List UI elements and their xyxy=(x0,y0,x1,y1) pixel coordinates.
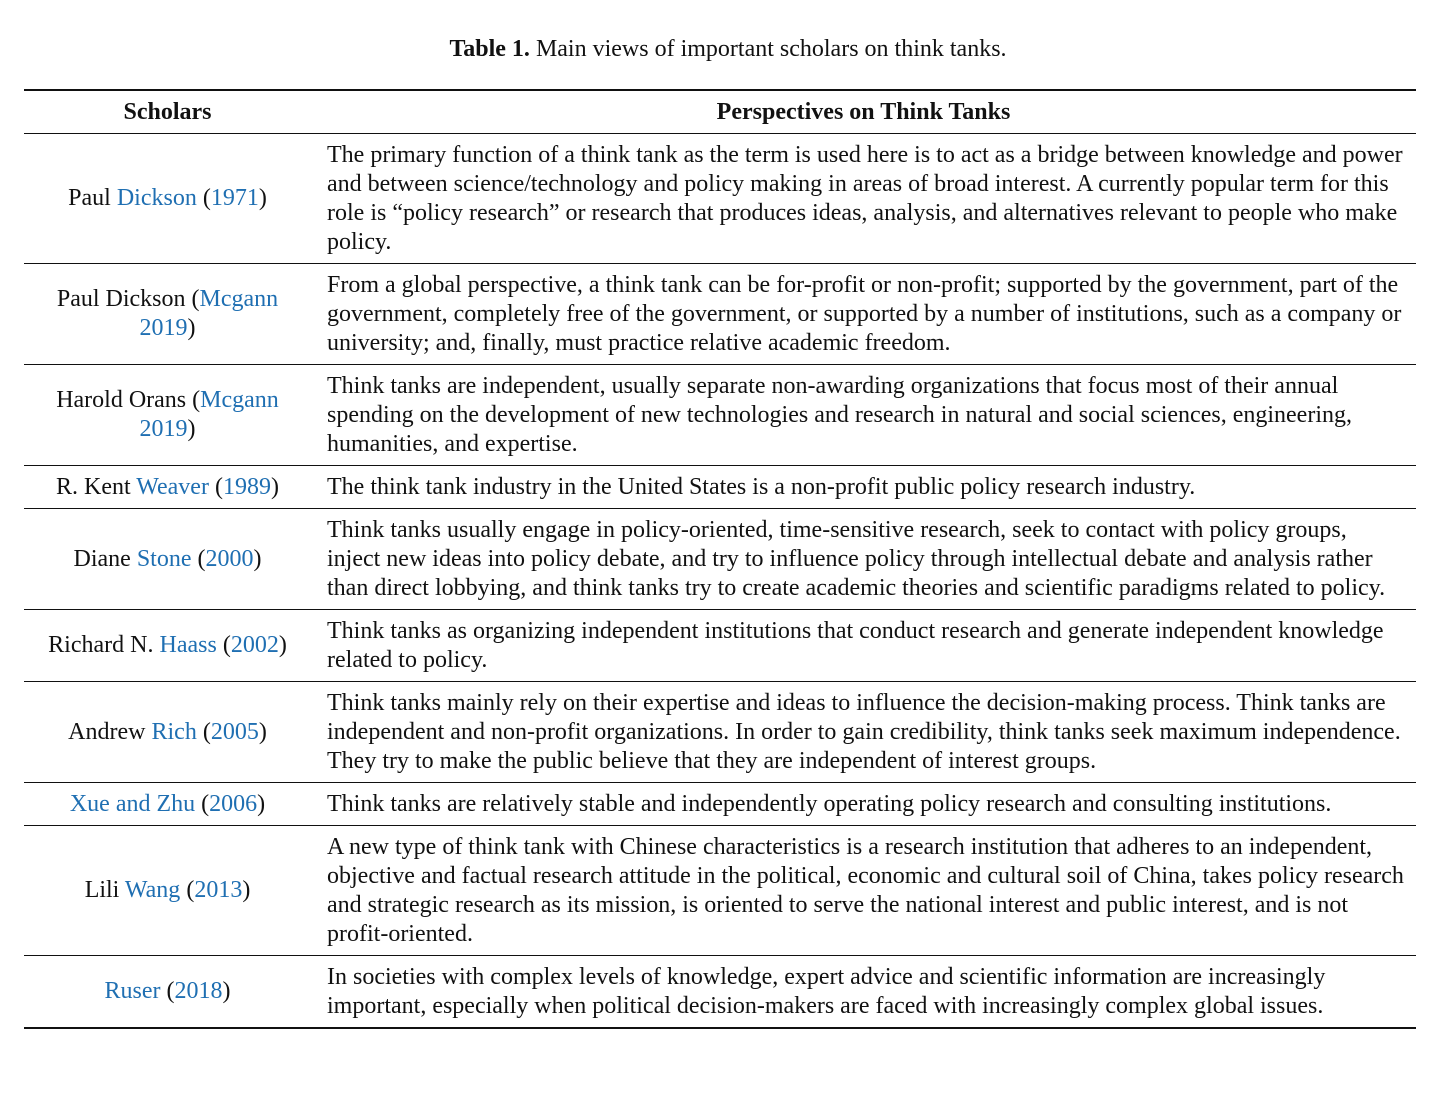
scholar-name-text: ( xyxy=(160,978,175,1004)
scholar-name-text: ) xyxy=(278,632,287,658)
citation-link[interactable]: Mcgann 2019 xyxy=(139,286,279,341)
table-caption-text: Main views of important scholars on think tanks. xyxy=(535,36,1007,62)
scholar-name-text: Paul Dickson ( xyxy=(56,286,200,312)
table-header-row xyxy=(24,90,1416,134)
scholar-cell xyxy=(24,466,311,509)
citation-link[interactable]: 2005 xyxy=(210,718,259,745)
citation-link[interactable]: Dickson xyxy=(116,185,197,211)
scholar-cell xyxy=(24,826,311,956)
scholar-name-text: ( xyxy=(191,545,206,572)
table-row xyxy=(24,509,1416,610)
scholar-cell xyxy=(24,509,311,610)
column-header-perspectives: Perspectives on Think Tanks xyxy=(311,90,1416,134)
citation-link[interactable]: 1971 xyxy=(210,185,259,211)
table-row xyxy=(24,610,1416,682)
perspective-cell: Think tanks usually engage in policy-oriented, time-sensitive research, seek to contact with policy groups, inject new ideas into policy debate, and try to influence policy through intellectual debate and analysis rather than direct lobbying, and think tanks try to create academic theories and scientific paradigms related to policy. xyxy=(311,509,1416,610)
scholar-name-text: Diane xyxy=(73,545,137,572)
scholar-name-text: ) xyxy=(258,185,267,211)
citation-link[interactable]: Mcgann 2019 xyxy=(139,387,279,442)
scholar-name-text: ) xyxy=(258,718,267,745)
citation-link[interactable]: Haass xyxy=(159,632,217,658)
scholar-cell xyxy=(24,365,311,466)
citation-link[interactable]: Weaver xyxy=(136,473,209,500)
table-body xyxy=(24,134,1416,1029)
perspective-cell: Think tanks mainly rely on their expertise and ideas to influence the decision-making process. Think tanks are independent and non-profit organizations. In order to gain credibility, think tanks seek maximum independence. They try to make the public believe that they are independent of interest groups. xyxy=(311,682,1416,783)
scholar-name-text: ) xyxy=(187,416,196,442)
citation-link[interactable]: 2018 xyxy=(174,978,223,1004)
citation-link[interactable]: 1989 xyxy=(222,473,271,500)
perspective-cell: Think tanks are relatively stable and independently operating policy research and consulting institutions. xyxy=(311,783,1416,826)
citation-link[interactable]: 2006 xyxy=(209,790,258,817)
table-row xyxy=(24,956,1416,1029)
citation-link[interactable]: 2013 xyxy=(194,877,243,903)
scholar-cell xyxy=(24,610,311,682)
citation-link[interactable]: 2002 xyxy=(230,632,279,658)
scholar-name-text: Harold Orans ( xyxy=(56,387,201,413)
scholar-name-text: ) xyxy=(270,473,279,500)
citation-link[interactable]: Stone xyxy=(136,545,192,572)
table-row xyxy=(24,264,1416,365)
scholar-cell xyxy=(24,682,311,783)
citation-link[interactable]: Ruser xyxy=(104,978,161,1004)
citation-link[interactable]: 2000 xyxy=(205,545,254,572)
perspective-cell: A new type of think tank with Chinese characteristics is a research institution that adheres to an independent, objective and factual research attitude in the political, economic and cultural soil of China, takes policy research and strategic research as its mission, is oriented to serve the national interest and public interest, and is not profit-oriented. xyxy=(311,826,1416,956)
table-caption xyxy=(0,34,1456,64)
perspective-cell: Think tanks are independent, usually separate non-awarding organizations that focus most of their annual spending on the development of new technologies and research in natural and social sciences, engineering, humanities, and expertise. xyxy=(311,365,1416,466)
scholar-name-text: ( xyxy=(216,632,231,658)
perspective-cell: Think tanks as organizing independent institutions that conduct research and generate independent knowledge related to policy. xyxy=(311,610,1416,682)
scholar-name-text: Lili xyxy=(84,877,125,903)
scholar-name-text: Andrew xyxy=(68,718,152,745)
citation-link[interactable]: Wang xyxy=(124,877,181,903)
scholar-cell xyxy=(24,783,311,826)
scholars-table xyxy=(24,89,1416,1029)
scholar-name-text: R. Kent xyxy=(56,473,137,500)
scholar-name-text: ) xyxy=(222,978,231,1004)
scholar-cell xyxy=(24,264,311,365)
scholar-name-text: ( xyxy=(196,718,211,745)
scholar-name-text: ( xyxy=(196,185,211,211)
scholar-name-text: ) xyxy=(257,790,266,817)
table-caption-label: Table 1. xyxy=(449,36,530,62)
scholar-name-text: ) xyxy=(242,877,251,903)
scholar-name-text: ) xyxy=(253,545,262,572)
table-row xyxy=(24,134,1416,264)
scholar-cell xyxy=(24,956,311,1029)
table-row xyxy=(24,826,1416,956)
perspective-cell: In societies with complex levels of knowledge, expert advice and scientific information are increasingly important, especially when political decision-makers are faced with increasingly complex global issues. xyxy=(311,956,1416,1029)
scholar-cell xyxy=(24,134,311,264)
perspective-cell: The primary function of a think tank as the term is used here is to act as a bridge between knowledge and power and between science/technology and policy making in areas of broad interest. A currently popular term for this role is “policy research” or research that produces ideas, analysis, and alternatives relevant to people who make policy. xyxy=(311,134,1416,264)
perspective-cell: The think tank industry in the United States is a non-profit public policy research industry. xyxy=(311,466,1416,509)
scholar-name-text: ) xyxy=(187,315,196,341)
scholar-name-text: ( xyxy=(208,473,223,500)
scholar-name-text: Paul xyxy=(68,185,117,211)
table-row xyxy=(24,365,1416,466)
table-row xyxy=(24,682,1416,783)
citation-link[interactable]: Xue and Zhu xyxy=(69,790,196,817)
citation-link[interactable]: Rich xyxy=(151,718,197,745)
table-row xyxy=(24,466,1416,509)
scholar-name-text: Richard N. xyxy=(48,632,160,658)
perspective-cell: From a global perspective, a think tank can be for-profit or non-profit; supported by the government, part of the government, completely free of the government, or supported by a number of institutions, such as a company or university; and, finally, must practice relative academic freedom. xyxy=(311,264,1416,365)
table-row xyxy=(24,783,1416,826)
column-header-scholars: Scholars xyxy=(24,90,311,134)
scholar-name-text: ( xyxy=(180,877,195,903)
scholar-name-text: ( xyxy=(195,790,210,817)
